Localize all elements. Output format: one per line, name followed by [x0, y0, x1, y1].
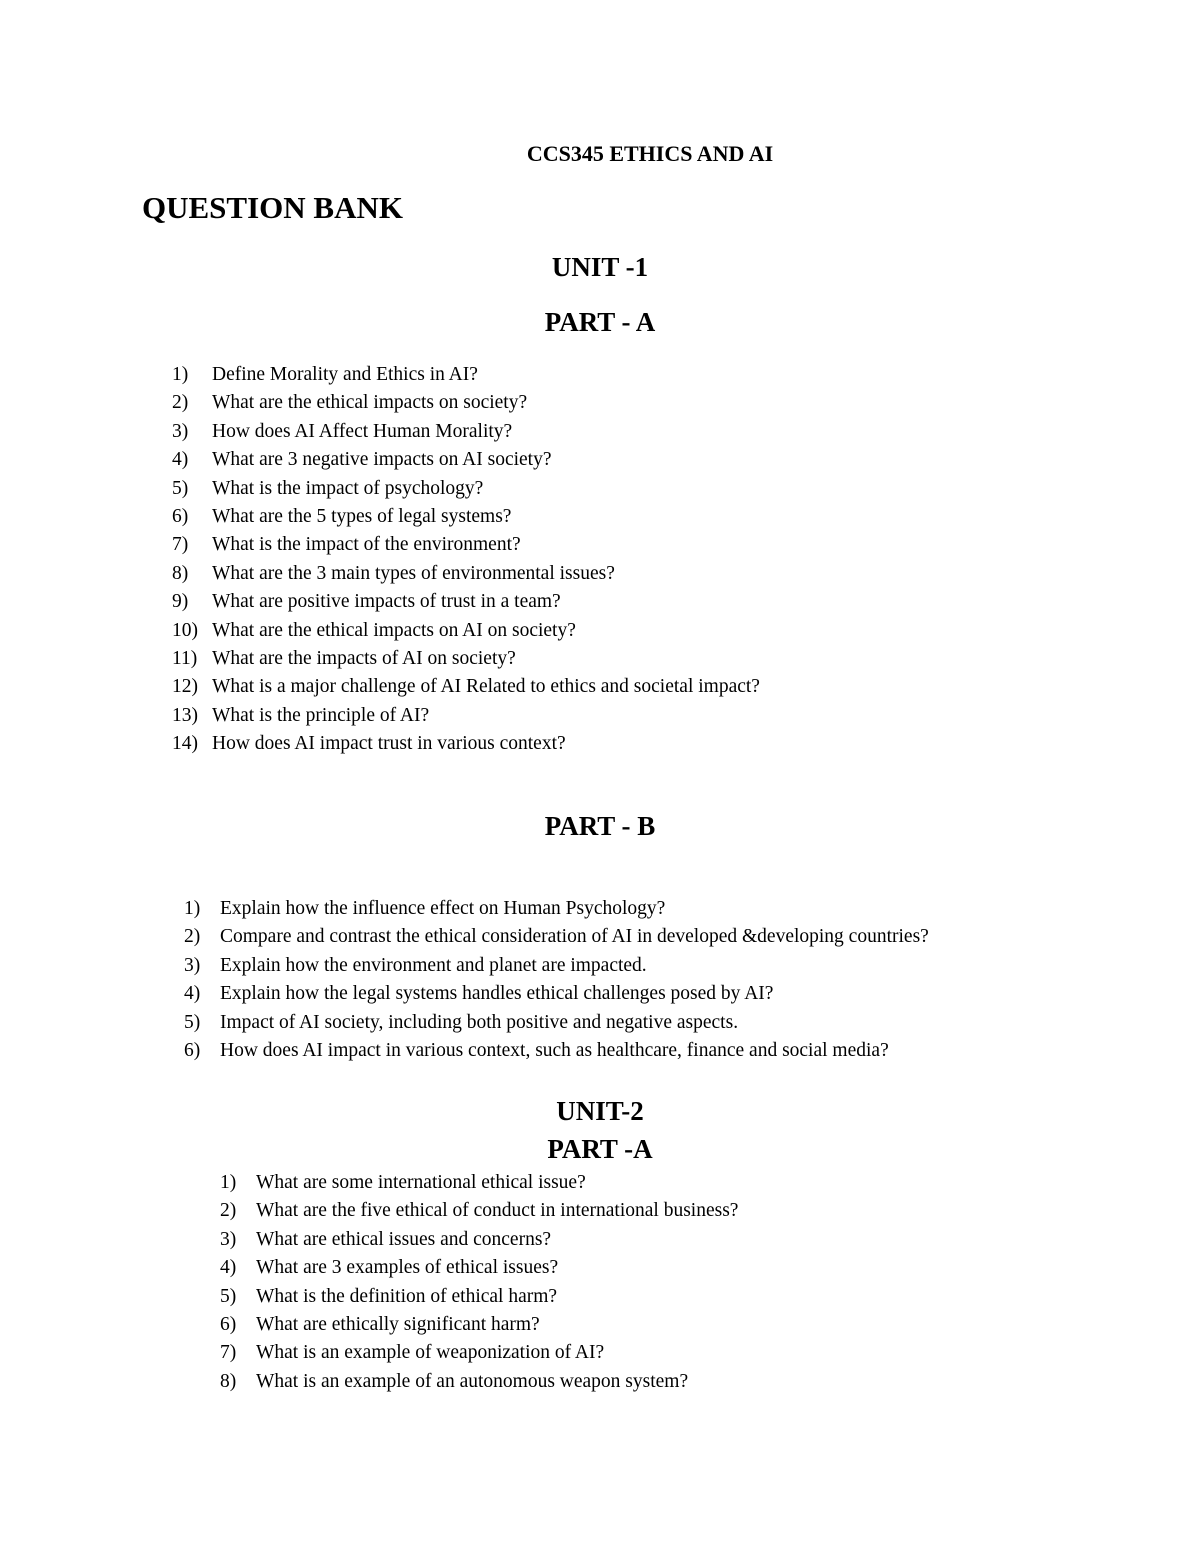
- question-text: How does AI impact in various context, such as healthcare, finance and social media?: [220, 1039, 889, 1061]
- question-text: How does AI impact trust in various context?: [212, 733, 566, 755]
- question-number: 7): [220, 1342, 237, 1364]
- question-number: 2): [220, 1200, 237, 1222]
- question-number: 3): [184, 954, 201, 976]
- question-text: What is an example of weaponization of AI?: [256, 1342, 605, 1364]
- unit-2-heading: UNIT-2: [556, 1096, 644, 1126]
- question-number: 2): [184, 926, 201, 948]
- unit-1-part-a-heading: PART - A: [544, 307, 656, 337]
- question-text: What is the definition of ethical harm?: [256, 1285, 558, 1307]
- document-title: QUESTION BANK: [142, 190, 403, 225]
- question-number: 3): [220, 1228, 237, 1250]
- question-text: Compare and contrast the ethical consideration of AI in developed &developing countries?: [220, 926, 929, 948]
- question-text: Impact of AI society, including both positive and negative aspects.: [220, 1011, 739, 1033]
- question-text: How does AI Affect Human Morality?: [212, 420, 513, 442]
- unit-1-part-b-heading: PART - B: [544, 811, 656, 841]
- question-text: What are ethically significant harm?: [256, 1313, 540, 1335]
- question-number: 4): [184, 983, 201, 1005]
- question-text: What are 3 examples of ethical issues?: [256, 1257, 559, 1279]
- question-text: What is the impact of psychology?: [212, 477, 484, 499]
- question-text: What are 3 negative impacts on AI society?: [212, 449, 552, 471]
- question-number: 5): [184, 1011, 201, 1033]
- question-text: What is an example of an autonomous weapon system?: [256, 1370, 689, 1392]
- course-title: CCS345 ETHICS AND AI: [526, 141, 774, 166]
- question-number: 14): [172, 733, 198, 755]
- question-number: 5): [220, 1285, 237, 1307]
- question-text: What is the impact of the environment?: [212, 534, 521, 556]
- question-number: 4): [172, 449, 189, 471]
- question-number: 6): [184, 1039, 201, 1061]
- question-number: 1): [184, 898, 201, 919]
- question-number: 13): [172, 704, 198, 726]
- question-text: Explain how the environment and planet are impacted.: [220, 954, 647, 976]
- question-text: What are the ethical impacts on AI on society?: [212, 619, 576, 641]
- question-text: What are ethical issues and concerns?: [256, 1228, 552, 1250]
- question-text: What are positive impacts of trust in a team?: [212, 591, 561, 613]
- question-text: What are the 5 types of legal systems?: [212, 505, 512, 527]
- question-text: What are the five ethical of conduct in international business?: [256, 1200, 739, 1222]
- question-number: 7): [172, 534, 189, 556]
- question-number: 2): [172, 392, 189, 414]
- question-number: 4): [220, 1257, 237, 1279]
- question-text: What is a major challenge of AI Related to ethics and societal impact?: [212, 676, 760, 698]
- question-number: 1): [172, 364, 189, 385]
- question-text: What are the impacts of AI on society?: [212, 647, 516, 669]
- question-text: What is the principle of AI?: [212, 704, 430, 726]
- question-text: Explain how the influence effect on Human Psychology?: [220, 898, 666, 919]
- question-number: 1): [220, 1172, 237, 1193]
- question-number: 3): [172, 420, 189, 442]
- question-text: Define Morality and Ethics in AI?: [212, 364, 478, 385]
- question-number: 6): [220, 1313, 237, 1335]
- question-number: 9): [172, 591, 189, 613]
- question-number: 8): [172, 562, 189, 584]
- question-number: 8): [220, 1370, 237, 1392]
- question-text: What are the ethical impacts on society?: [212, 392, 528, 414]
- question-text: What are the 3 main types of environmental issues?: [212, 562, 615, 584]
- question-text: Explain how the legal systems handles ethical challenges posed by AI?: [220, 983, 774, 1005]
- question-number: 6): [172, 505, 189, 527]
- question-number: 11): [172, 647, 198, 669]
- question-number: 5): [172, 477, 189, 499]
- question-text: What are some international ethical issue?: [256, 1172, 586, 1193]
- unit-1-heading: UNIT -1: [551, 252, 649, 282]
- unit-2-part-a-heading: PART -A: [547, 1134, 653, 1164]
- question-number: 12): [172, 676, 198, 698]
- question-number: 10): [172, 619, 198, 641]
